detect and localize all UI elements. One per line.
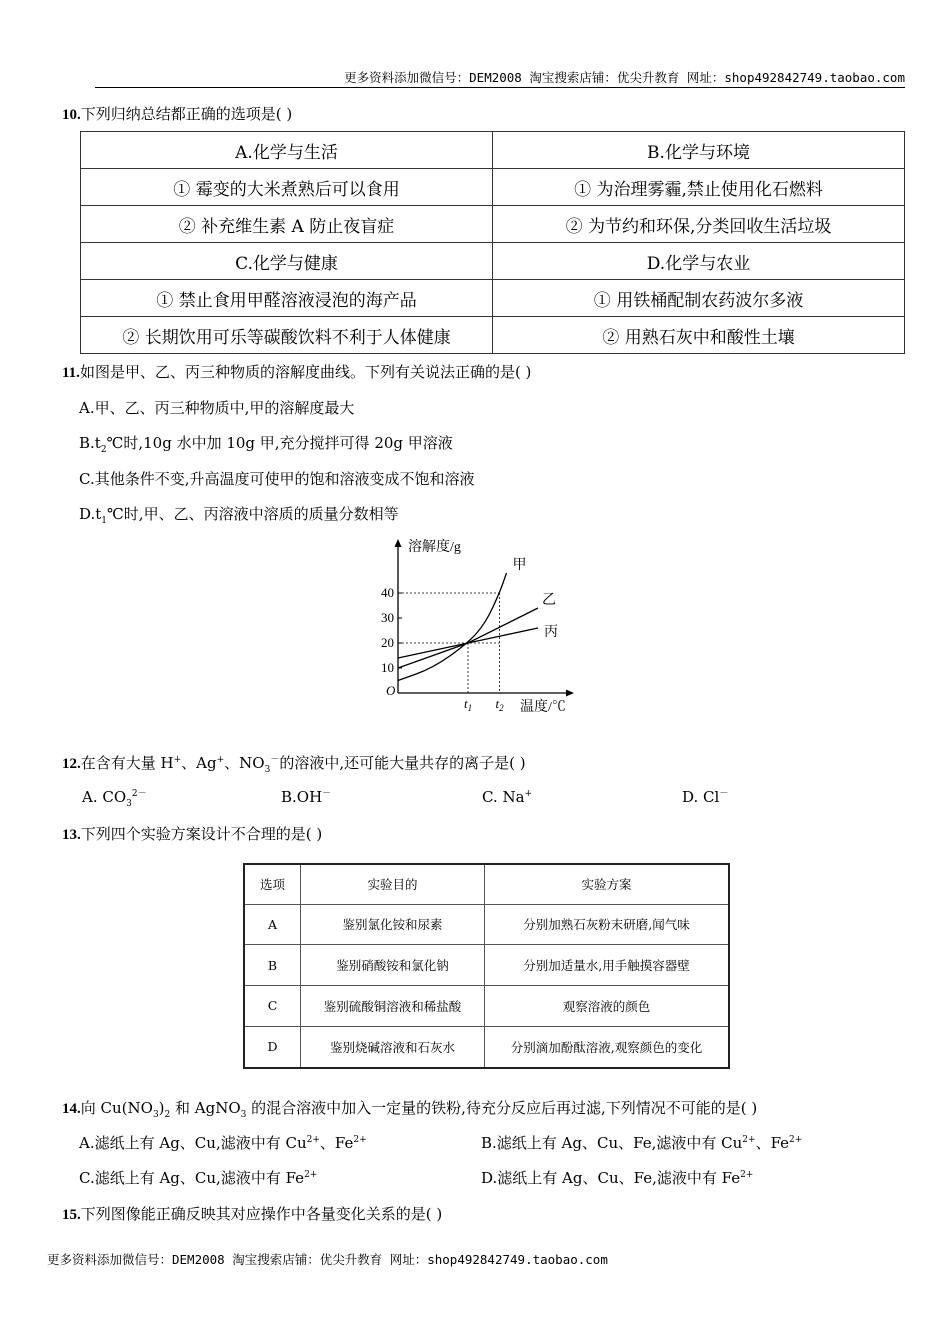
cell-b-title: B.化学与环境 [493, 132, 905, 169]
cell-d2: ② 用熟石灰中和酸性土壤 [493, 317, 905, 354]
question-number: 11. [62, 365, 80, 381]
table-row [244, 904, 729, 945]
question-text: 的溶液中,还可能大量共存的离子是( ) [279, 754, 526, 772]
page-header: 更多资料添加微信号：DEM2008 淘宝搜索店铺：优尖升教育 网址：shop492842749.taobao.com [344, 70, 905, 85]
x-tick-label: $t_1$ [464, 696, 473, 713]
table-row [244, 1026, 729, 1068]
question-text: 和 AgNO [170, 1099, 241, 1117]
opt-text: D.滤纸上有 Ag、Cu、Fe,滤液中有 Fe [481, 1169, 741, 1187]
question-text: 、NO [224, 754, 265, 772]
x-tick-subscript: 1 [467, 703, 473, 713]
x-tick-subscript: 2 [499, 703, 504, 713]
opt-text: ℃时,甲、乙、丙溶液中溶质的质量分数相等 [107, 505, 399, 523]
row-plan: 观察溶液的颜色 [485, 985, 730, 1026]
header-rule [95, 87, 905, 88]
question-10 [62, 103, 292, 124]
superscript: － [322, 789, 332, 799]
opt-text: A.滤纸上有 Ag、Cu,滤液中有 Cu [79, 1134, 307, 1152]
question-text: 下列四个实验方案设计不合理的是( ) [80, 825, 323, 843]
question-text: 的混合溶液中加入一定量的铁粉,待充分反应后再过滤,下列情况不可能的是( ) [246, 1099, 758, 1117]
q14-option-b [481, 1132, 802, 1153]
y-tick-label: 40 [381, 585, 394, 600]
opt-text: C.滤纸上有 Ag、Cu,滤液中有 Fe [79, 1169, 305, 1187]
question-15 [62, 1203, 442, 1224]
row-plan: 分别加熟石灰粉末研磨,闻气味 [485, 904, 730, 945]
superscript: 2+ [353, 1135, 367, 1145]
superscript: + [216, 755, 225, 765]
cell-d-title: D.化学与农业 [493, 243, 905, 280]
q11-option-b [79, 432, 453, 453]
y-tick-label: 30 [381, 610, 394, 625]
q11-option-a: A.甲、乙、丙三种物质中,甲的溶解度最大 [79, 399, 355, 417]
superscript: 2+ [306, 1135, 320, 1145]
row-purpose: 鉴别氯化铵和尿素 [301, 904, 485, 945]
solubility-chart [368, 533, 588, 718]
opt-text: 、Fe [319, 1134, 354, 1152]
question-11 [62, 361, 531, 382]
superscript: 2+ [740, 1170, 754, 1180]
question-13 [62, 823, 322, 844]
question-number: 15. [62, 1207, 81, 1223]
question-text: 下列图像能正确反映其对应操作中各量变化关系的是( ) [80, 1205, 443, 1223]
q14-option-c [79, 1167, 317, 1188]
question-text: 、Ag [181, 754, 217, 772]
origin-label: O [386, 683, 396, 698]
q12-option-a [82, 788, 147, 809]
cell-c-title: C.化学与健康 [81, 243, 493, 280]
q11-option-c: C.其他条件不变,升高温度可使甲的饱和溶液变成不饱和溶液 [79, 470, 475, 488]
question-text: 在含有大量 H [80, 754, 174, 772]
y-tick-label: 20 [381, 635, 394, 650]
superscript: + [524, 789, 533, 799]
cell-a-title: A.化学与生活 [81, 132, 493, 169]
question-text: 向 Cu(NO [80, 1099, 153, 1117]
superscript: － [719, 789, 729, 799]
question-number: 13. [62, 827, 81, 843]
question-text: ) [158, 1099, 165, 1117]
cell-a1: ① 霉变的大米煮熟后可以食用 [81, 169, 493, 206]
opt-text: D.t [79, 505, 102, 523]
header-purpose: 实验目的 [301, 864, 485, 904]
question-text: 如图是甲、乙、丙三种物质的溶解度曲线。下列有关说法正确的是( ) [79, 363, 532, 381]
y-axis-arrow [395, 539, 402, 547]
question-14 [62, 1097, 757, 1118]
q11-option-d [79, 503, 399, 524]
superscript: 2+ [304, 1170, 318, 1180]
subscript: 3 [240, 1110, 247, 1120]
q12-option-b [281, 788, 331, 806]
x-axis-label: 温度/℃ [520, 700, 566, 715]
superscript: 2+ [742, 1135, 756, 1145]
opt-text: ℃时,10g 水中加 10g 甲,充分搅拌可得 20g 甲溶液 [106, 434, 453, 452]
y-axis-label: 溶解度/g [408, 540, 461, 555]
opt-text: B.OH [281, 788, 323, 806]
q10-table [80, 131, 905, 354]
q14-option-a [79, 1132, 367, 1153]
superscript: + [173, 755, 182, 765]
question-number: 12. [62, 756, 81, 772]
series-label: 丙 [544, 625, 558, 640]
series-label: 乙 [542, 593, 556, 608]
subscript: 1 [101, 516, 108, 526]
opt-text: B.t [79, 434, 101, 452]
subscript: 2 [100, 445, 107, 455]
table-row [244, 985, 729, 1026]
cell-b2: ② 为节约和环保,分类回收生活垃圾 [493, 206, 905, 243]
subscript: 2 [164, 1110, 171, 1120]
y-tick-label: 10 [381, 660, 394, 675]
cell-c2: ② 长期饮用可乐等碳酸饮料不利于人体健康 [81, 317, 493, 354]
subscript: 3 [152, 1110, 159, 1120]
header-plan: 实验方案 [485, 864, 730, 904]
superscript: 2－ [131, 789, 147, 799]
opt-text: C. Na [482, 788, 525, 806]
q13-table [243, 863, 730, 1069]
subscript: 3 [264, 765, 271, 775]
opt-text: 、Fe [755, 1134, 790, 1152]
header-option: 选项 [244, 864, 301, 904]
q12-option-d [682, 788, 728, 806]
table-row [244, 945, 729, 986]
series-label: 甲 [512, 558, 527, 573]
row-option: B [244, 945, 301, 986]
row-purpose: 鉴别硫酸铜溶液和稀盐酸 [301, 985, 485, 1026]
question-12 [62, 752, 526, 773]
row-option: A [244, 904, 301, 945]
page-footer: 更多资料添加微信号：DEM2008 淘宝搜索店铺：优尖升教育 网址：shop492842749.taobao.com [47, 1252, 608, 1267]
q12-option-c [482, 788, 532, 806]
x-axis-arrow [566, 690, 574, 697]
superscript: － [270, 755, 280, 765]
row-option: D [244, 1026, 301, 1068]
row-purpose: 鉴别烧碱溶液和石灰水 [301, 1026, 485, 1068]
cell-b1: ① 为治理雾霾,禁止使用化石燃料 [493, 169, 905, 206]
x-tick-label: $t_2$ [495, 696, 504, 713]
opt-text: A. CO [82, 788, 127, 806]
row-purpose: 鉴别硝酸铵和氯化钠 [301, 945, 485, 986]
opt-text: D. Cl [682, 788, 720, 806]
opt-text: B.滤纸上有 Ag、Cu、Fe,滤液中有 Cu [481, 1134, 743, 1152]
question-number: 10. [62, 107, 81, 123]
question-text: 下列归纳总结都正确的选项是( ) [80, 105, 293, 123]
row-option: C [244, 985, 301, 1026]
cell-a2: ② 补充维生素 A 防止夜盲症 [81, 206, 493, 243]
series-line-1 [398, 573, 507, 681]
row-plan: 分别滴加酚酞溶液,观察颜色的变化 [485, 1026, 730, 1068]
cell-c1: ① 禁止食用甲醛溶液浸泡的海产品 [81, 280, 493, 317]
question-number: 14. [62, 1101, 81, 1117]
row-plan: 分别加适量水,用手触摸容器壁 [485, 945, 730, 986]
cell-d1: ① 用铁桶配制农药波尔多液 [493, 280, 905, 317]
subscript: 3 [126, 799, 132, 809]
q14-option-d [481, 1167, 753, 1188]
superscript: 2+ [789, 1135, 803, 1145]
